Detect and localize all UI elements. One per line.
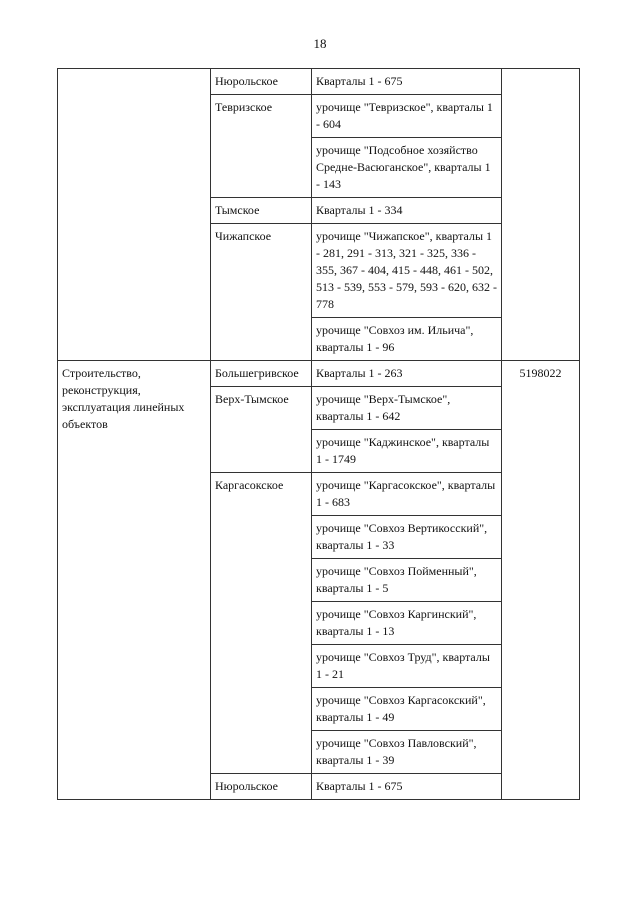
location-cell: урочище "Подсобное хозяйство Средне-Васюганское", кварталы 1 - 143 (312, 138, 502, 198)
forestry-cell: Верх-Тымское (211, 387, 312, 473)
location-cell: урочище "Совхоз Пойменный", кварталы 1 - 5 (312, 559, 502, 602)
location-cell: урочище "Совхоз Вертикосский", кварталы 1 - 33 (312, 516, 502, 559)
forestry-cell: Нюрольское (211, 69, 312, 95)
location-cell: урочище "Совхоз Каргинский", кварталы 1 - 13 (312, 602, 502, 645)
location-cell: Кварталы 1 - 334 (312, 198, 502, 224)
location-cell: Кварталы 1 - 263 (312, 361, 502, 387)
table-row (58, 69, 580, 95)
area-cell: 5198022 (502, 361, 580, 800)
location-cell: урочище "Каргасокское", кварталы 1 - 683 (312, 473, 502, 516)
activity-cell (58, 69, 211, 361)
location-cell: урочище "Тевризское", кварталы 1 - 604 (312, 95, 502, 138)
forestry-cell: Нюрольское (211, 774, 312, 800)
location-cell: урочище "Каджинское", кварталы 1 - 1749 (312, 430, 502, 473)
location-cell: урочище "Совхоз Павловский", кварталы 1 - 39 (312, 731, 502, 774)
forestry-cell: Чижапское (211, 224, 312, 361)
location-cell: урочище "Совхоз им. Ильича", кварталы 1 - 96 (312, 318, 502, 361)
page-number: 18 (313, 36, 327, 51)
activity-cell: Строительство, реконструкция, эксплуатация линейных объектов (58, 361, 211, 800)
location-cell: урочище "Совхоз Каргасокский", кварталы 1 - 49 (312, 688, 502, 731)
location-cell: урочище "Верх-Тымское", кварталы 1 - 642 (312, 387, 502, 430)
location-cell: Кварталы 1 - 675 (312, 69, 502, 95)
forestry-cell: Большегривское (211, 361, 312, 387)
location-cell: Кварталы 1 - 675 (312, 774, 502, 800)
forestry-cell: Каргасокское (211, 473, 312, 774)
location-cell: урочище "Совхоз Труд", кварталы 1 - 21 (312, 645, 502, 688)
table-row (58, 361, 580, 387)
forestry-cell: Тымское (211, 198, 312, 224)
forestry-cell: Тевризское (211, 95, 312, 198)
location-cell: урочище "Чижапское", кварталы 1 - 281, 291 - 313, 321 - 325, 336 - 355, 367 - 404, 415 - 448, 461 - 502, 513 - 539, 553 - 579, 593 - 620, 632 - 778 (312, 224, 502, 318)
forest-use-table (57, 68, 580, 800)
area-cell (502, 69, 580, 361)
